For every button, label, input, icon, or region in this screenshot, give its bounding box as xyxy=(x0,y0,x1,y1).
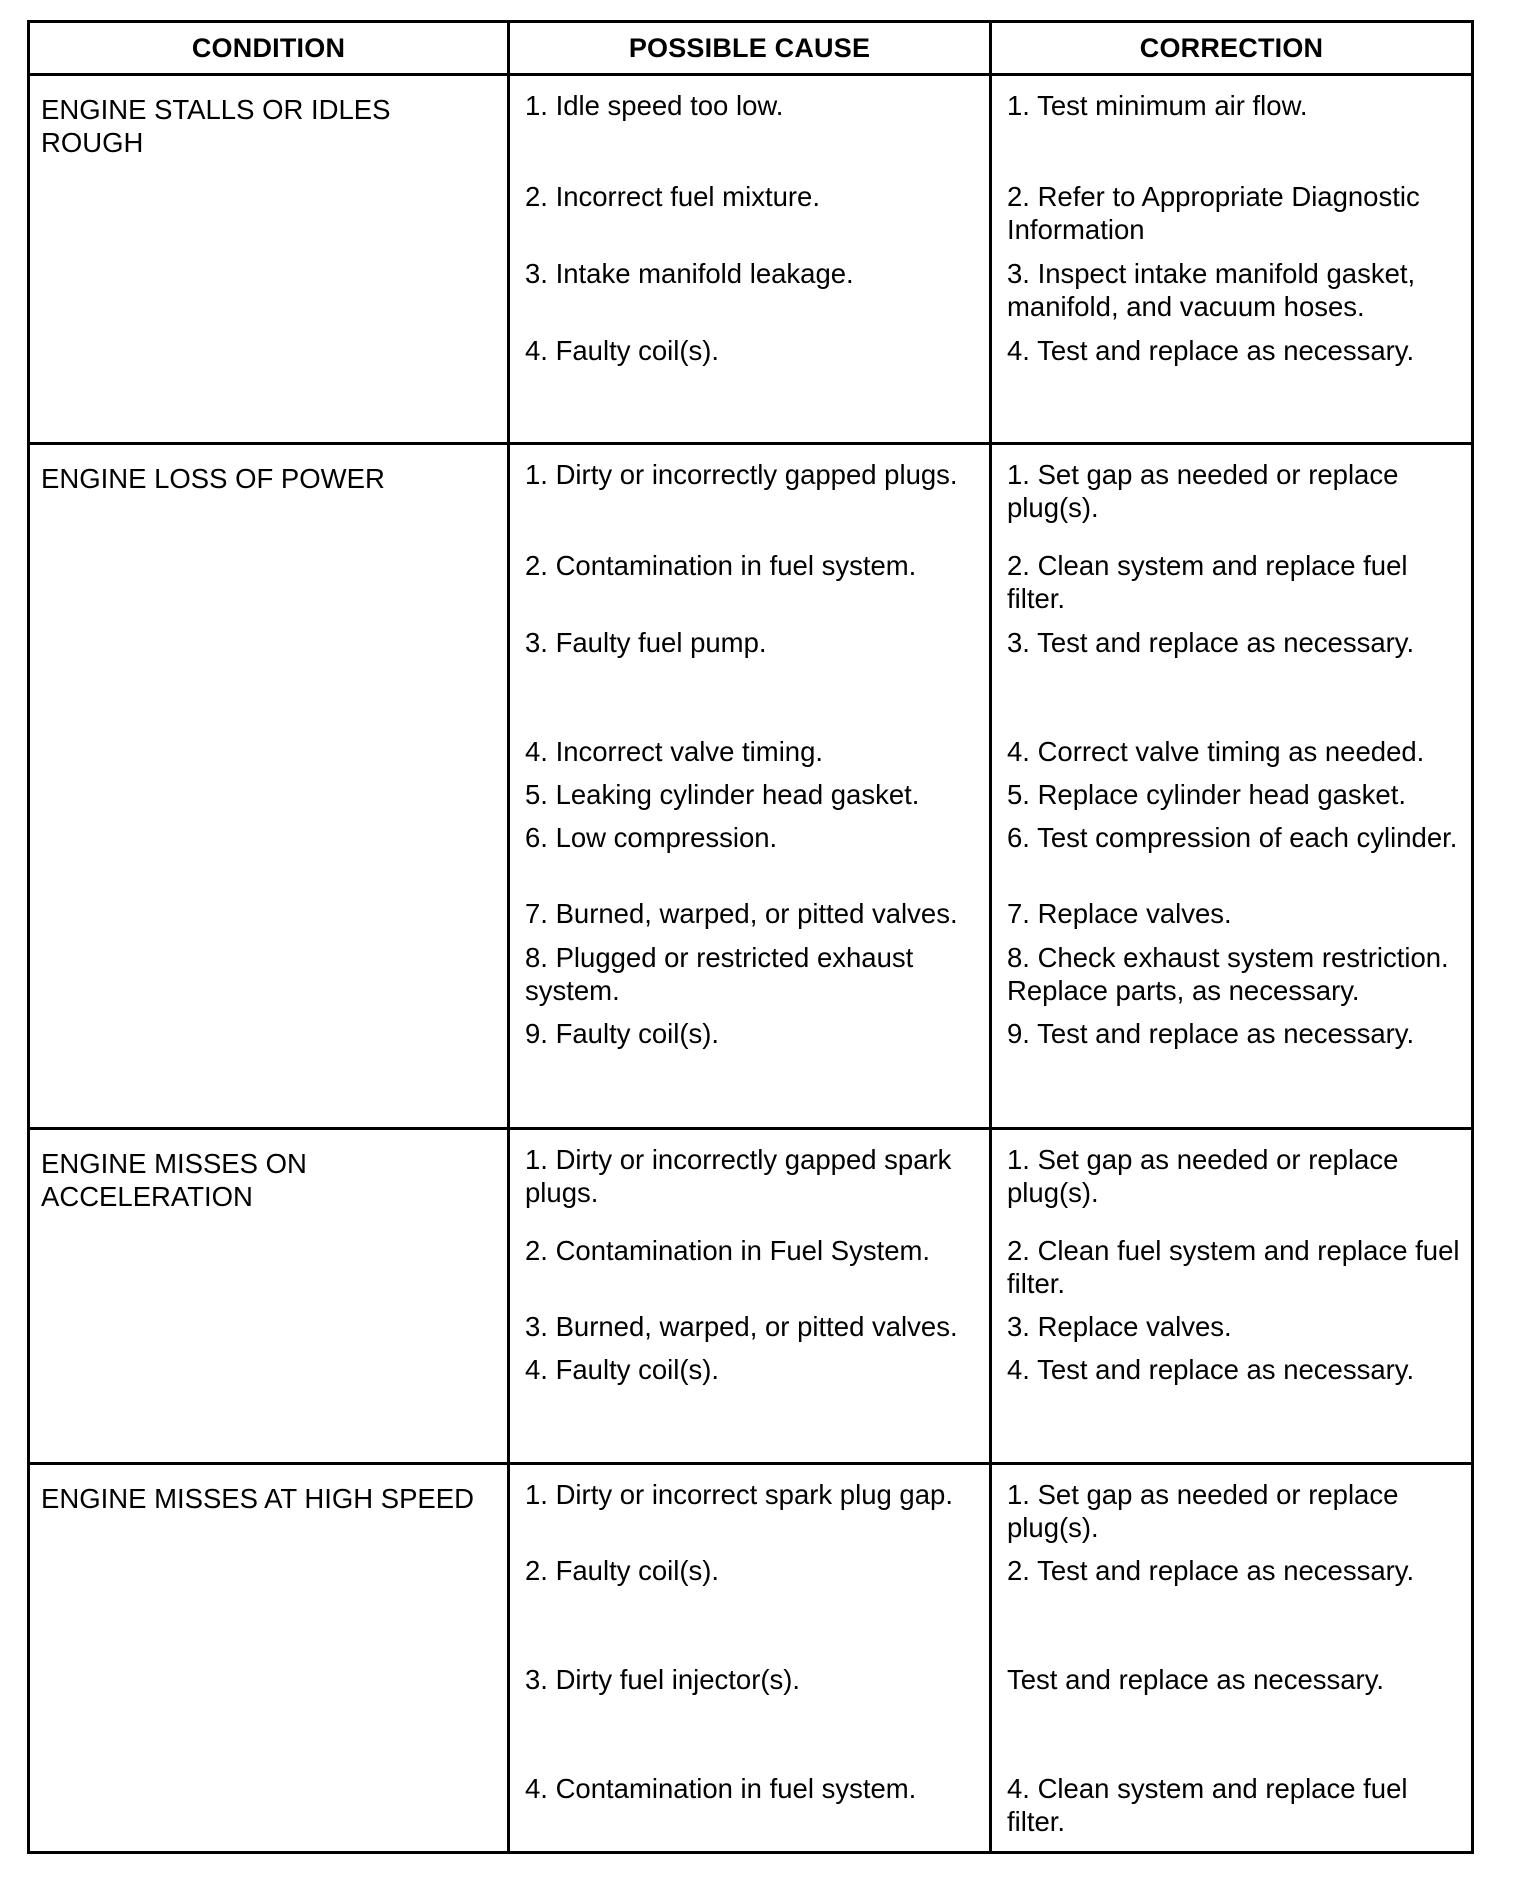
condition-cell xyxy=(29,75,509,444)
cause-item: 2. Incorrect fuel mixture. xyxy=(525,181,820,212)
correction-item: 1. Set gap as needed or replace plug(s). xyxy=(1007,1144,1399,1208)
cause-item: 9. Faulty coil(s). xyxy=(525,1018,720,1049)
correction-item: 9. Test and replace as necessary. xyxy=(1007,1018,1415,1049)
header-correction: CORRECTION xyxy=(991,22,1473,75)
condition-text: ENGINE LOSS OF POWER xyxy=(41,463,385,494)
diagnosis-table xyxy=(27,20,1474,1854)
cause-item: 1. Idle speed too low. xyxy=(525,90,784,121)
header-condition: CONDITION xyxy=(29,22,509,75)
correction-item: Test and replace as necessary. xyxy=(1007,1664,1385,1695)
correction-cell xyxy=(991,1464,1473,1853)
correction-item: 4. Test and replace as necessary. xyxy=(1007,335,1415,366)
cause-item: 4. Contamination in fuel system. xyxy=(525,1773,917,1804)
correction-item: 1. Set gap as needed or replace plug(s). xyxy=(1007,459,1399,523)
cause-item: 3. Faulty fuel pump. xyxy=(525,627,767,658)
correction-item: 7. Replace valves. xyxy=(1007,898,1232,929)
correction-item: 3. Test and replace as necessary. xyxy=(1007,627,1415,658)
cause-item: 6. Low compression. xyxy=(525,822,778,853)
correction-item: 4. Test and replace as necessary. xyxy=(1007,1354,1415,1385)
cause-cell xyxy=(509,444,991,1129)
cause-item: 4. Faulty coil(s). xyxy=(525,335,720,366)
correction-cell xyxy=(991,75,1473,444)
cause-item: 1. Dirty or incorrectly gapped spark plugs. xyxy=(525,1144,952,1208)
cause-item: 2. Faulty coil(s). xyxy=(525,1555,720,1586)
table-row xyxy=(29,1129,1473,1464)
correction-item: 3. Inspect intake manifold gasket, manifold, and vacuum hoses. xyxy=(1007,258,1416,322)
cause-item: 1. Dirty or incorrect spark plug gap. xyxy=(525,1479,953,1510)
cause-cell xyxy=(509,75,991,444)
table-row xyxy=(29,75,1473,444)
condition-text: ENGINE MISSES AT HIGH SPEED xyxy=(41,1483,474,1514)
cause-item: 8. Plugged or restricted exhaust system. xyxy=(525,942,914,1006)
header-row xyxy=(29,22,1473,75)
cause-item: 1. Dirty or incorrectly gapped plugs. xyxy=(525,459,958,490)
condition-cell xyxy=(29,444,509,1129)
cause-item: 2. Contamination in Fuel System. xyxy=(525,1235,931,1266)
cause-item: 3. Intake manifold leakage. xyxy=(525,258,854,289)
correction-item: 8. Check exhaust system restriction. Replace parts, as necessary. xyxy=(1007,942,1449,1006)
condition-cell xyxy=(29,1464,509,1853)
table-row xyxy=(29,444,1473,1129)
correction-item: 2. Test and replace as necessary. xyxy=(1007,1555,1415,1586)
cause-item: 2. Contamination in fuel system. xyxy=(525,550,917,581)
cause-item: 4. Incorrect valve timing. xyxy=(525,736,824,767)
condition-text: ENGINE MISSES ON ACCELERATION xyxy=(41,1148,307,1212)
correction-item: 5. Replace cylinder head gasket. xyxy=(1007,779,1406,810)
correction-cell xyxy=(991,444,1473,1129)
cause-item: 5. Leaking cylinder head gasket. xyxy=(525,779,920,810)
correction-item: 2. Clean fuel system and replace fuel filter. xyxy=(1007,1235,1460,1299)
header-possible-cause: POSSIBLE CAUSE xyxy=(509,22,991,75)
cause-item: 3. Burned, warped, or pitted valves. xyxy=(525,1311,958,1342)
correction-item: 3. Replace valves. xyxy=(1007,1311,1232,1342)
cause-item: 4. Faulty coil(s). xyxy=(525,1354,720,1385)
cause-item: 7. Burned, warped, or pitted valves. xyxy=(525,898,958,929)
correction-item: 6. Test compression of each cylinder. xyxy=(1007,822,1458,853)
cause-item: 3. Dirty fuel injector(s). xyxy=(525,1664,801,1695)
condition-text: ENGINE STALLS OR IDLES ROUGH xyxy=(41,94,391,158)
cause-cell xyxy=(509,1464,991,1853)
correction-cell xyxy=(991,1129,1473,1464)
correction-item: 1. Set gap as needed or replace plug(s). xyxy=(1007,1479,1399,1543)
correction-item: 4. Clean system and replace fuel filter. xyxy=(1007,1773,1408,1837)
correction-item: 4. Correct valve timing as needed. xyxy=(1007,736,1425,767)
table-row xyxy=(29,1464,1473,1853)
correction-item: 2. Clean system and replace fuel filter. xyxy=(1007,550,1408,614)
correction-item: 2. Refer to Appropriate Diagnostic Information xyxy=(1007,181,1420,245)
cause-cell xyxy=(509,1129,991,1464)
condition-cell xyxy=(29,1129,509,1464)
correction-item: 1. Test minimum air flow. xyxy=(1007,90,1308,121)
